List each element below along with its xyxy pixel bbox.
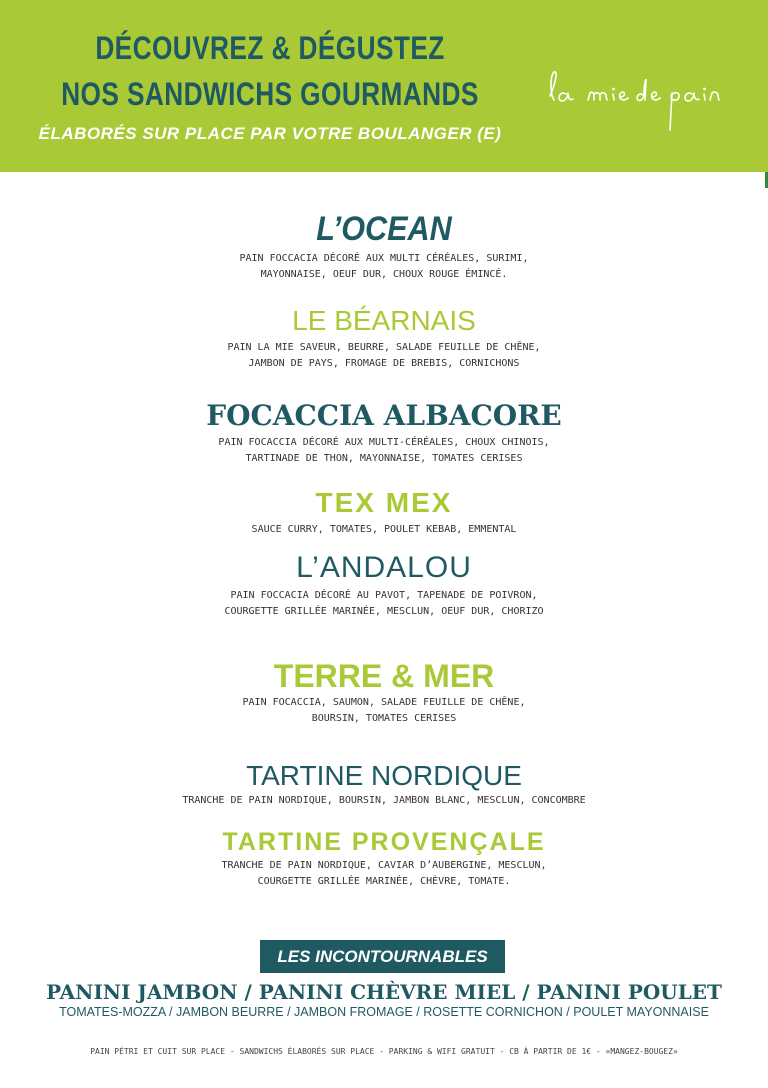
sandwich-description: PAIN FOCACCIA DÉCORÉ AUX MULTI-CÉRÉALES, CHOUX CHINOIS, [218, 437, 550, 448]
footer-info: PAIN PÉTRI ET CUIT SUR PLACE - SANDWICHS ÉLABORÉS SUR PLACE - PARKING & WIFI GRATUIT - CB À PARTIR DE 1€ - «MANGEZ-BOUGEZ» [90, 1047, 678, 1056]
header-title-line-1: DÉCOUVREZ & DÉGUSTEZ [95, 30, 445, 66]
sandwich-description: MAYONNAISE, OEUF DUR, CHOUX ROUGE ÉMINCÉ. [260, 269, 508, 280]
sandwich-description: PAIN FOCACCIA, SAUMON, SALADE FEUILLE DE CHÊNE, [242, 697, 526, 708]
sandwich-name: TERRE & MER [273, 658, 495, 694]
incontournables-banner: LES INCONTOURNABLES [260, 940, 505, 973]
sandwich-name: TARTINE PROVENÇALE [222, 828, 546, 856]
sandwich-ocean [0, 212, 768, 283]
header-subtitle: ÉLABORÉS SUR PLACE PAR VOTRE BOULANGER (E) [38, 124, 502, 143]
sandwich-tartine-provencale [0, 830, 768, 890]
sandwich-description: TRANCHE DE PAIN NORDIQUE, BOURSIN, JAMBON BLANC, MESCLUN, CONCOMBRE [182, 795, 586, 806]
sandwich-terre-mer [0, 660, 768, 727]
sandwich-description: PAIN FOCCACIA DÉCORÉ AU PAVOT, TAPENADE DE POIVRON, [230, 590, 538, 601]
sandwich-description: SAUCE CURRY, TOMATES, POULET KEBAB, EMMENTAL [251, 524, 517, 535]
sandwich-description: PAIN FOCCACIA DÉCORÉ AUX MULTI CÉRÉALES, SURIMI, [239, 253, 529, 264]
sandwich-description: TRANCHE DE PAIN NORDIQUE, CAVIAR D’AUBERGINE, MESCLUN, [221, 860, 547, 871]
sandwich-bearnais [0, 307, 768, 372]
sandwich-description: JAMBON DE PAYS, FROMAGE DE BREBIS, CORNICHONS [248, 358, 520, 369]
panini-fillings: TOMATES-MOZZA / JAMBON BEURRE / JAMBON FROMAGE / ROSETTE CORNICHON / POULET MAYONNAISE [59, 1005, 709, 1019]
sandwich-description: COURGETTE GRILLÉE MARINÉE, MESCLUN, OEUF DUR, CHORIZO [224, 606, 544, 617]
sandwich-name: L’ANDALOU [296, 551, 472, 584]
sandwich-focaccia-albacore [0, 399, 768, 467]
sandwich-description: COURGETTE GRILLÉE MARINÉE, CHÈVRE, TOMATE. [257, 876, 511, 887]
sandwich-tex-mex [0, 489, 768, 538]
sandwich-name: LE BÉARNAIS [292, 305, 476, 336]
la-mie-de-pain-logo [540, 60, 730, 140]
sandwich-description: PAIN LA MIE SAVEUR, BEURRE, SALADE FEUILLE DE CHÊNE, [227, 342, 541, 353]
sandwich-name: FOCACCIA ALBACORE [206, 399, 562, 432]
panini-list: PANINI JAMBON / PANINI CHÈVRE MIEL / PANINI POULET [46, 980, 722, 1004]
header-banner [0, 0, 768, 172]
sandwich-name: TEX MEX [315, 487, 453, 518]
sandwich-name: TARTINE NORDIQUE [246, 760, 522, 791]
sandwich-description: TARTINADE DE THON, MAYONNAISE, TOMATES CERISES [245, 453, 523, 464]
sandwich-description: BOURSIN, TOMATES CERISES [311, 713, 457, 724]
sandwich-tartine-nordique [0, 762, 768, 809]
sandwich-name: L’OCEAN [316, 210, 452, 248]
header-title-line-2: NOS SANDWICHS GOURMANDS [61, 76, 479, 112]
sandwich-andalou [0, 553, 768, 620]
